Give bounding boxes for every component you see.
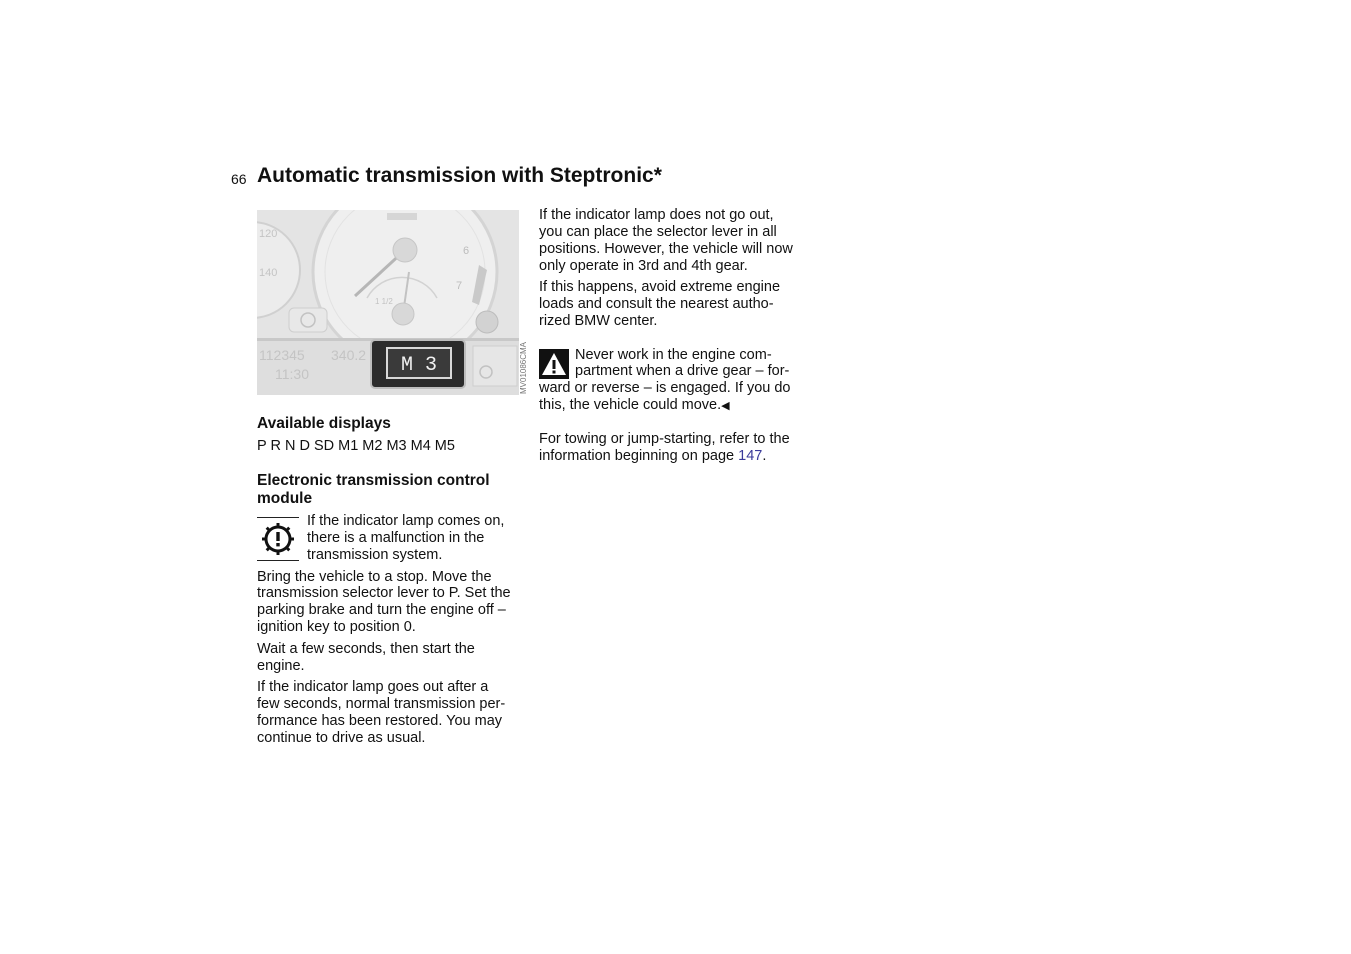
stop-line-3: parking brake and turn the engine off – (257, 602, 506, 618)
instrument-cluster-illustration (257, 210, 519, 395)
notout-line-2: you can place the selector lever in all (539, 224, 777, 240)
page-number: 66 (231, 171, 247, 187)
lamp-line-2: few seconds, normal transmission per- (257, 696, 506, 712)
svg-text:1 1/2: 1 1/2 (375, 297, 393, 306)
wait-line-1: Wait a few seconds, then start the (257, 641, 475, 657)
clock-reading: 11:30 (275, 366, 309, 382)
happens-line-2: loads and consult the nearest autho- (539, 296, 774, 312)
tow-line-2-text: information beginning on page (539, 448, 739, 464)
heading-control-module-line2: module (257, 490, 313, 507)
tow-line-2 (539, 448, 766, 465)
notout-line-1: If the indicator lamp does not go out, (539, 207, 774, 223)
gauge-label-120: 120 (259, 228, 278, 240)
indicator-line-3: transmission system. (307, 547, 443, 563)
odometer-reading: 112345 (259, 347, 305, 363)
happens-line-1: If this happens, avoid extreme engine (539, 279, 781, 295)
warning-line-2: partment when a drive gear – for- (575, 363, 790, 379)
page-title: Automatic transmission with Steptronic* (257, 164, 662, 187)
warning-line-1: Never work in the engine com- (575, 347, 772, 363)
tow-line-2-period: . (762, 448, 767, 464)
warning-line-3: ward or reverse – is engaged. If you do (539, 380, 791, 396)
tach-label-6: 6 (463, 245, 470, 257)
lamp-line-1: If the indicator lamp goes out after a (257, 679, 489, 695)
gear-display-text: M 3 (400, 354, 438, 377)
figure-code-text: MV01086CMA (519, 341, 528, 394)
stop-line-2: transmission selector lever to P. Set the (257, 585, 511, 601)
heading-available-displays: Available displays (257, 415, 391, 432)
page-147-link[interactable]: 147 (738, 448, 763, 464)
tach-label-7: 7 (456, 280, 463, 292)
displays-list: P R N D SD M1 M2 M3 M4 M5 (257, 438, 455, 454)
figure-code (517, 336, 529, 394)
indicator-line-1: If the indicator lamp comes on, (307, 513, 505, 529)
lamp-line-3: formance has been restored. You may (257, 713, 503, 729)
instrument-cluster-figure (257, 210, 519, 395)
stop-line-1: Bring the vehicle to a stop. Move the (257, 569, 492, 585)
warning-line-4 (539, 397, 730, 415)
gauge-label-140: 140 (259, 267, 278, 279)
end-of-section-marker: ◀ (721, 400, 730, 412)
warning-line-4-text: this, the vehicle could move. (539, 397, 722, 413)
stop-line-4: ignition key to position 0. (257, 619, 416, 635)
trip-reading: 340.2 (331, 347, 367, 363)
transmission-malfunction-icon (257, 517, 299, 561)
warning-triangle-icon (539, 349, 569, 379)
notout-line-3: positions. However, the vehicle will now (539, 241, 793, 257)
tow-line-1: For towing or jump-starting, refer to the (539, 431, 790, 447)
happens-line-3: rized BMW center. (539, 313, 658, 329)
indicator-line-2: there is a malfunction in the (307, 530, 485, 546)
heading-control-module-line1: Electronic transmission control (257, 472, 490, 489)
notout-line-4: only operate in 3rd and 4th gear. (539, 258, 748, 274)
wait-line-2: engine. (257, 658, 305, 674)
lamp-line-4: continue to drive as usual. (257, 730, 426, 746)
